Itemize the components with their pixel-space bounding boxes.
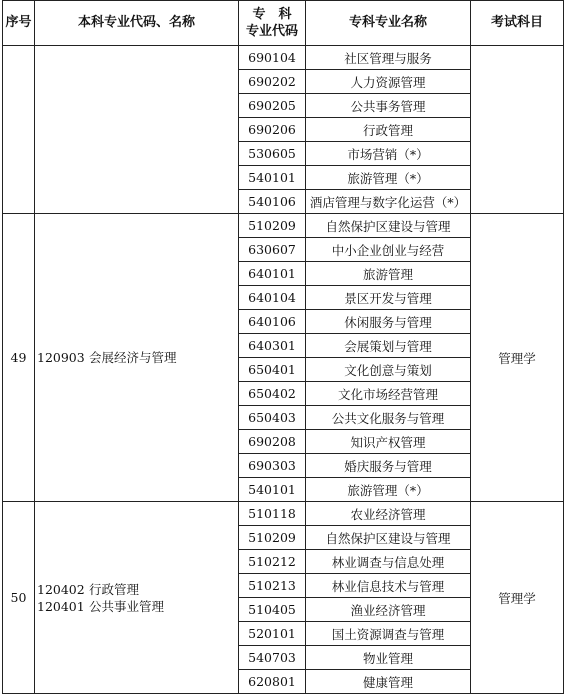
bachelor-major-entry bbox=[37, 581, 238, 598]
bachelor-major-name: 公共事业管理 bbox=[89, 598, 165, 614]
bachelor-major-entry bbox=[37, 598, 238, 615]
header-bachelor-major: 本科专业代码、名称 bbox=[35, 1, 239, 46]
vocational-code-cell: 650403 bbox=[239, 406, 306, 430]
vocational-name-cell: 休闲服务与管理 bbox=[306, 310, 471, 334]
major-table bbox=[2, 0, 564, 694]
vocational-code-cell: 690202 bbox=[239, 70, 306, 94]
vocational-name-cell: 自然保护区建设与管理 bbox=[306, 526, 471, 550]
seq-cell: 50 bbox=[3, 502, 35, 694]
vocational-name-cell: 林业调查与信息处理 bbox=[306, 550, 471, 574]
header-code-line2: 专业代码 bbox=[245, 24, 298, 39]
vocational-name-cell: 婚庆服务与管理 bbox=[306, 454, 471, 478]
seq-cell: 49 bbox=[3, 214, 35, 502]
vocational-name-cell: 自然保护区建设与管理 bbox=[306, 214, 471, 238]
vocational-code-cell: 640101 bbox=[239, 262, 306, 286]
bachelor-major-name: 会展经济与管理 bbox=[89, 350, 177, 365]
header-seq: 序号 bbox=[3, 1, 35, 46]
vocational-code-cell: 540703 bbox=[239, 646, 306, 670]
seq-cell bbox=[3, 46, 35, 214]
vocational-name-cell: 中小企业创业与经营 bbox=[306, 238, 471, 262]
exam-subject-cell: 管理学 bbox=[471, 214, 564, 502]
vocational-name-cell: 行政管理 bbox=[306, 118, 471, 142]
vocational-name-cell: 物业管理 bbox=[306, 646, 471, 670]
vocational-name-cell: 渔业经济管理 bbox=[306, 598, 471, 622]
header-vocational-code bbox=[239, 1, 306, 46]
vocational-code-cell: 530605 bbox=[239, 142, 306, 166]
vocational-code-cell: 690206 bbox=[239, 118, 306, 142]
vocational-name-cell: 酒店管理与数字化运营（*） bbox=[306, 190, 471, 214]
vocational-code-cell: 650401 bbox=[239, 358, 306, 382]
vocational-code-cell: 620801 bbox=[239, 670, 306, 694]
bachelor-major-cell bbox=[35, 214, 239, 502]
vocational-code-cell: 650402 bbox=[239, 382, 306, 406]
vocational-name-cell: 文化创意与策划 bbox=[306, 358, 471, 382]
bachelor-major-code: 120402 bbox=[37, 581, 85, 597]
vocational-name-cell: 健康管理 bbox=[306, 670, 471, 694]
vocational-code-cell: 520101 bbox=[239, 622, 306, 646]
vocational-name-cell: 公共事务管理 bbox=[306, 94, 471, 118]
bachelor-major-name: 行政管理 bbox=[89, 581, 140, 597]
vocational-name-cell: 旅游管理（*） bbox=[306, 166, 471, 190]
vocational-name-cell: 国土资源调查与管理 bbox=[306, 622, 471, 646]
table-row bbox=[3, 46, 564, 70]
vocational-name-cell: 市场营销（*） bbox=[306, 142, 471, 166]
vocational-name-cell: 景区开发与管理 bbox=[306, 286, 471, 310]
bachelor-major-cell bbox=[35, 46, 239, 214]
vocational-code-cell: 510209 bbox=[239, 526, 306, 550]
vocational-name-cell: 公共文化服务与管理 bbox=[306, 406, 471, 430]
vocational-name-cell: 会展策划与管理 bbox=[306, 334, 471, 358]
vocational-code-cell: 640106 bbox=[239, 310, 306, 334]
vocational-name-cell: 旅游管理 bbox=[306, 262, 471, 286]
vocational-name-cell: 林业信息技术与管理 bbox=[306, 574, 471, 598]
vocational-code-cell: 540106 bbox=[239, 190, 306, 214]
exam-subject-cell bbox=[471, 46, 564, 214]
vocational-code-cell: 510405 bbox=[239, 598, 306, 622]
vocational-code-cell: 690205 bbox=[239, 94, 306, 118]
vocational-code-cell: 510212 bbox=[239, 550, 306, 574]
vocational-code-cell: 690303 bbox=[239, 454, 306, 478]
table-body bbox=[3, 46, 564, 694]
header-code-line1: 专 科 bbox=[252, 7, 292, 22]
vocational-name-cell: 社区管理与服务 bbox=[306, 46, 471, 70]
vocational-code-cell: 510213 bbox=[239, 574, 306, 598]
bachelor-major-cell bbox=[35, 502, 239, 694]
vocational-name-cell: 知识产权管理 bbox=[306, 430, 471, 454]
vocational-name-cell: 文化市场经营管理 bbox=[306, 382, 471, 406]
bachelor-major-code: 120401 bbox=[37, 598, 85, 614]
vocational-code-cell: 540101 bbox=[239, 478, 306, 502]
vocational-code-cell: 510209 bbox=[239, 214, 306, 238]
table-row bbox=[3, 214, 564, 238]
bachelor-major-code: 120903 bbox=[37, 350, 85, 365]
vocational-name-cell: 人力资源管理 bbox=[306, 70, 471, 94]
header-vocational-name: 专科专业名称 bbox=[306, 1, 471, 46]
vocational-code-cell: 640104 bbox=[239, 286, 306, 310]
vocational-code-cell: 510118 bbox=[239, 502, 306, 526]
bachelor-major-entry bbox=[37, 349, 238, 366]
header-exam-subject: 考试科目 bbox=[471, 1, 564, 46]
vocational-code-cell: 690208 bbox=[239, 430, 306, 454]
header-row bbox=[3, 1, 564, 46]
vocational-name-cell: 农业经济管理 bbox=[306, 502, 471, 526]
vocational-code-cell: 630607 bbox=[239, 238, 306, 262]
vocational-name-cell: 旅游管理（*） bbox=[306, 478, 471, 502]
vocational-code-cell: 640301 bbox=[239, 334, 306, 358]
table-row bbox=[3, 502, 564, 526]
vocational-code-cell: 540101 bbox=[239, 166, 306, 190]
exam-subject-cell: 管理学 bbox=[471, 502, 564, 694]
vocational-code-cell: 690104 bbox=[239, 46, 306, 70]
